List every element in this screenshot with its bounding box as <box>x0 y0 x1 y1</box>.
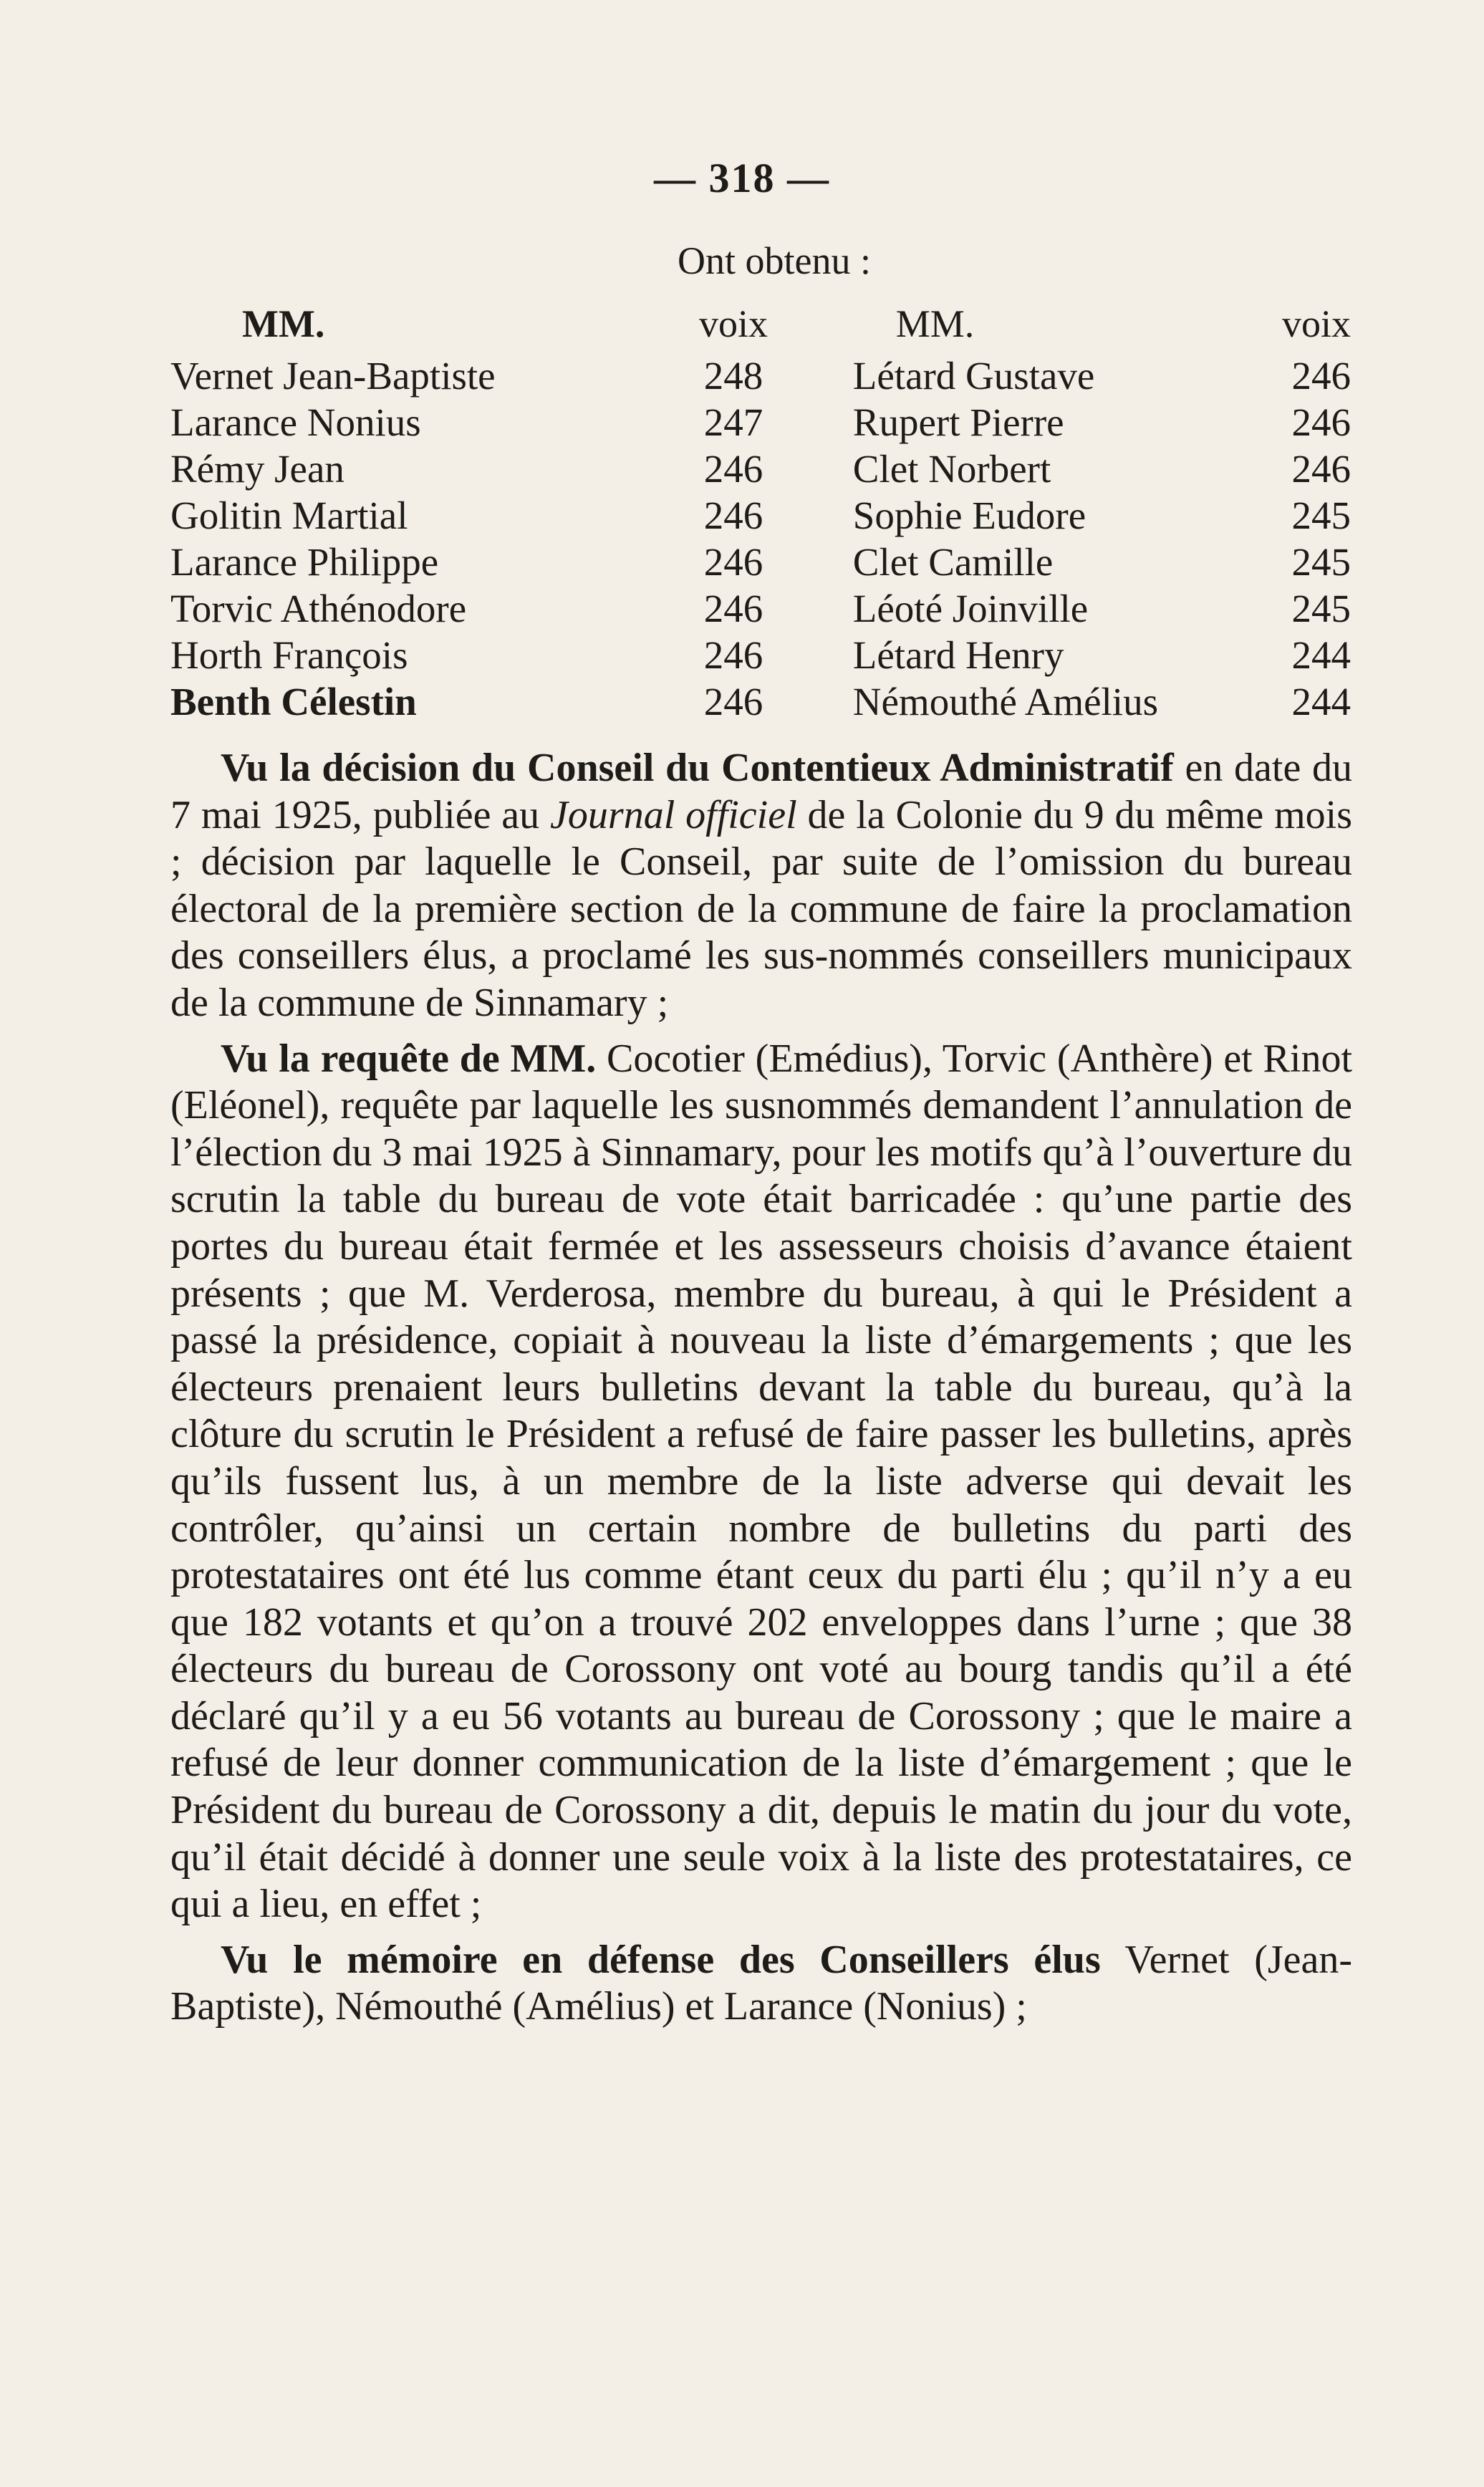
paragraph-text: Vernet (Jean-Baptiste), Némouthé (Amélius) et Larance (Nonius) ; <box>170 1937 1352 2029</box>
candidate-votes: 246 <box>703 680 763 723</box>
results-row <box>170 632 1351 678</box>
results-row <box>170 399 1351 446</box>
candidate-votes: 247 <box>703 400 763 444</box>
paragraph-lead: Vu le mémoire en défense des Conseillers élus <box>221 1937 1101 1982</box>
candidate-votes: 246 <box>703 447 763 491</box>
body-text <box>170 745 1352 2031</box>
candidate-name: Benth Célestin <box>170 680 417 723</box>
candidate-name: Rupert Pierre <box>852 400 1064 444</box>
candidate-votes: 245 <box>1291 494 1351 537</box>
paragraph-council-decision <box>170 745 1352 1027</box>
results-header-row <box>170 295 1351 352</box>
candidate-votes: 245 <box>1291 587 1351 630</box>
candidate-name: Torvic Athénodore <box>170 587 467 630</box>
candidate-votes: 246 <box>1291 400 1351 444</box>
candidate-name: Clet Camille <box>852 540 1054 584</box>
results-heading: Ont obtenu : <box>678 239 871 282</box>
candidate-votes: 244 <box>1291 633 1351 677</box>
paragraph-lead: Vu la décision du Conseil du Contentieux Administratif <box>221 746 1174 790</box>
candidate-name: Létard Henry <box>852 633 1064 677</box>
candidate-votes: 248 <box>703 354 763 398</box>
candidate-name: Horth François <box>170 633 408 677</box>
results-row <box>170 492 1351 539</box>
candidate-votes: 246 <box>703 494 763 537</box>
candidate-name: Larance Philippe <box>170 540 439 584</box>
paragraph-lead: Vu la requête de MM. <box>221 1036 597 1081</box>
candidate-name: Némouthé Amélius <box>852 680 1158 723</box>
candidate-votes: 246 <box>1291 447 1351 491</box>
paragraph-text: Cocotier (Emédius), Torvic (Anthère) et Rinot (Eléonel), requête par laquelle les susnommés demandent l’annulation de l’élection du 3 mai 1925 à Sinnamary, pour les motifs qu’à l’ouverture du scrutin la table du bureau de vote était barricadée : qu’une partie des portes du bureau était fermée et les assesseurs choisis d’avance étaient présents ; que M. Verderosa, membre du bureau, à qui le Président a passé la présidence, copiait à nouveau la liste d’émargements ; que les électeurs prenaient leurs bulletins devant la table du bureau, qu’à la clôture du scrutin le Président a refusé de faire passer les bulletins, après qu’ils fussent lus, à un membre de la liste adverse qui devait les contrôler, qu’ainsi un certain nombre de bulletins du parti des protestataires ont été lus comme étant ceux du parti élu ; qu’il n’y a eu que 182 votants et qu’on a trouvé 202 enveloppes dans l’urne ; que 38 électeurs du bureau de Corossony ont voté au bourg tandis qu’il a été déclaré qu’il y a eu 56 votants au bureau de Corossony ; que le maire a refusé de leur donner communication de la liste d’émargement ; que le Président du bureau de Corossony a dit, depuis le matin du jour du vote, qu’il était décidé à donner une seule voix à la liste des protestataires, ce qui a lieu, en effet ; <box>170 1036 1353 1927</box>
candidate-name: Sophie Eudore <box>852 494 1086 537</box>
journal-title: Journal officiel <box>550 792 797 837</box>
results-row <box>170 352 1351 399</box>
candidate-name: Golitin Martial <box>170 494 408 537</box>
header-right-name: MM. <box>895 302 975 345</box>
results-row <box>170 678 1351 725</box>
candidate-votes: 245 <box>1291 540 1351 584</box>
paragraph-text: en date du 7 mai 1925, publiée au <box>170 746 1352 837</box>
results-row <box>170 539 1351 585</box>
header-left-name: MM. <box>242 302 325 345</box>
candidate-name: Léoté Joinville <box>852 587 1089 630</box>
results-row <box>170 585 1351 632</box>
page-number: — 318 — <box>654 155 830 201</box>
candidate-name: Létard Gustave <box>852 354 1095 398</box>
paragraph-text: de la Colonie du 9 du même mois ; décision par laquelle le Conseil, par suite de l’omission du bureau électoral de la première section de la commune de faire la proclamation des conseillers élus, a proclamé les sus-nommés conseillers municipaux de la commune de Sinnamary ; <box>170 792 1352 1025</box>
candidate-votes: 246 <box>703 633 763 677</box>
candidate-votes: 246 <box>703 587 763 630</box>
candidate-name: Rémy Jean <box>170 447 344 491</box>
candidate-name: Vernet Jean-Baptiste <box>170 354 496 398</box>
candidate-votes: 246 <box>1291 354 1351 398</box>
election-results-table <box>170 295 1351 725</box>
candidate-votes: 244 <box>1291 680 1351 723</box>
candidate-name: Larance Nonius <box>170 400 421 444</box>
candidate-votes: 246 <box>703 540 763 584</box>
header-left-votes: voix <box>699 302 768 345</box>
results-row <box>170 446 1351 492</box>
candidate-name: Clet Norbert <box>852 447 1051 491</box>
paragraph-petition <box>170 1036 1352 1928</box>
header-right-votes: voix <box>1281 302 1351 345</box>
paragraph-defense-memo <box>170 1937 1352 2031</box>
